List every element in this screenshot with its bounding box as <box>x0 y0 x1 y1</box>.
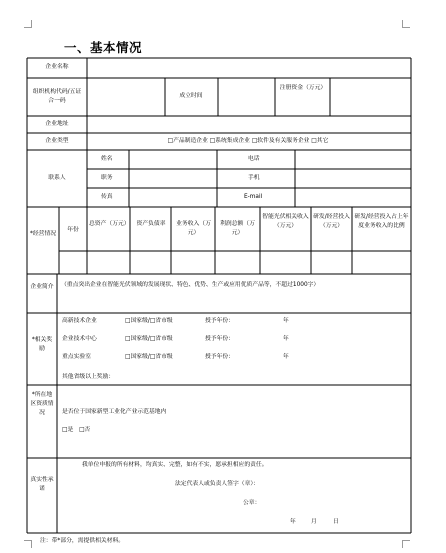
contact-position-input[interactable] <box>131 171 215 186</box>
date-day: 日 <box>333 519 339 525</box>
contact-email-label: E-mail <box>244 194 263 200</box>
operations-header-debt-ratio: 资产负债率 <box>136 221 166 227</box>
contact-name-label: 姓名 <box>101 156 113 162</box>
operations-header-revenue: 业务收入（万元） <box>176 221 211 236</box>
footnote: 注：带*部分，需提供相关材料。 <box>40 538 125 544</box>
operations-header-rd-ratio: 研发/经营投入占上年度业务收入的比例 <box>354 214 409 229</box>
profile-text[interactable]: （重点突出企业在智能光伏领域的发展现状、特色、优势、生产或应用优质产品等，不超过1000字） <box>61 282 320 288</box>
contact-position-label: 职务 <box>101 175 113 181</box>
signature-label: 法定代表人或负责人签字（章）： <box>175 481 260 487</box>
section-heading: 一、基本情况 <box>64 40 143 55</box>
operations-header-rd-investment: 研发/经营投入（万元） <box>313 214 350 229</box>
contact-fax-label: 传真 <box>101 194 113 200</box>
operations-header-profit: 利润总额（万元） <box>220 221 255 236</box>
honor-year-unit: 年 <box>283 336 289 342</box>
established-input[interactable] <box>220 80 272 114</box>
registered-capital-label: 注册资金（万元） <box>279 85 327 91</box>
page-corner-mark <box>402 540 410 548</box>
honor-year-label: 授予年份： <box>205 336 234 342</box>
region-options[interactable]: □是 □否 <box>62 427 91 433</box>
contact-phone-label: 电话 <box>248 156 260 162</box>
contact-label: 联系人 <box>48 175 66 181</box>
contact-email-input[interactable] <box>297 190 409 205</box>
operations-data-row[interactable] <box>60 253 409 272</box>
company-type-label: 企业类型 <box>45 138 69 144</box>
honor-year-label: 授予年份： <box>205 354 234 360</box>
contact-mobile-input[interactable] <box>297 171 409 186</box>
commitment-text: 我单位申报的所有材料，均真实、完整，如有不实，愿承担相应的责任。 <box>82 462 268 468</box>
operations-header-year: 年份 <box>67 227 79 233</box>
seal-label: 公章： <box>243 500 261 506</box>
operations-header-pv-revenue: 智能光伏相关收入（万元） <box>262 214 309 229</box>
contact-fax-input[interactable] <box>131 190 215 205</box>
honor-level-options[interactable]: □国家级/□省市级 <box>125 318 173 324</box>
established-label: 成立时间 <box>179 93 203 99</box>
operations-header-total-assets: 总资产（万元） <box>89 221 130 227</box>
page-corner-mark <box>24 20 32 28</box>
page-corner-mark <box>402 20 410 28</box>
org-code-label: 组织机构代码/五证合一码 <box>32 89 82 104</box>
registered-capital-input[interactable] <box>333 80 408 114</box>
operations-label: *经营情况 <box>29 231 57 237</box>
page-corner-mark <box>24 540 32 548</box>
honor-year-label: 授予年份： <box>205 318 234 324</box>
company-type-options[interactable]: □产品制造企业 □系统集成企业 □软件及有关服务企业 □其它 <box>167 138 329 144</box>
address-label: 企业地址 <box>45 121 69 127</box>
honor-name: 高新技术企业 <box>62 318 97 324</box>
date-year: 年 <box>290 519 296 525</box>
region-question: 是否位于国家新型工业化产业示范基地内 <box>62 409 167 415</box>
date-month: 月 <box>311 519 317 525</box>
commitment-label: 真实性承诺 <box>30 477 54 492</box>
honor-year-unit: 年 <box>283 318 289 324</box>
honor-name: 重点实验室 <box>62 354 91 360</box>
contact-mobile-label: 手机 <box>248 175 260 181</box>
company-name-label: 企业名称 <box>45 64 69 70</box>
company-name-input[interactable] <box>90 60 408 76</box>
honor-year-unit: 年 <box>283 354 289 360</box>
honor-level-options[interactable]: □国家级/□省市级 <box>125 354 173 360</box>
contact-phone-input[interactable] <box>297 152 409 167</box>
contact-name-input[interactable] <box>131 152 215 167</box>
region-label: *所在地区资质情况 <box>30 392 54 416</box>
honor-level-options[interactable]: □国家级/□省市级 <box>125 336 173 342</box>
profile-label: 企业简介 <box>30 284 54 290</box>
other-honors-label: 其他省级以上奖励： <box>62 374 115 380</box>
honors-label: *相关奖励 <box>31 337 53 352</box>
address-input[interactable] <box>90 118 408 131</box>
org-code-input[interactable] <box>90 80 162 114</box>
honor-name: 企业技术中心 <box>62 336 97 342</box>
